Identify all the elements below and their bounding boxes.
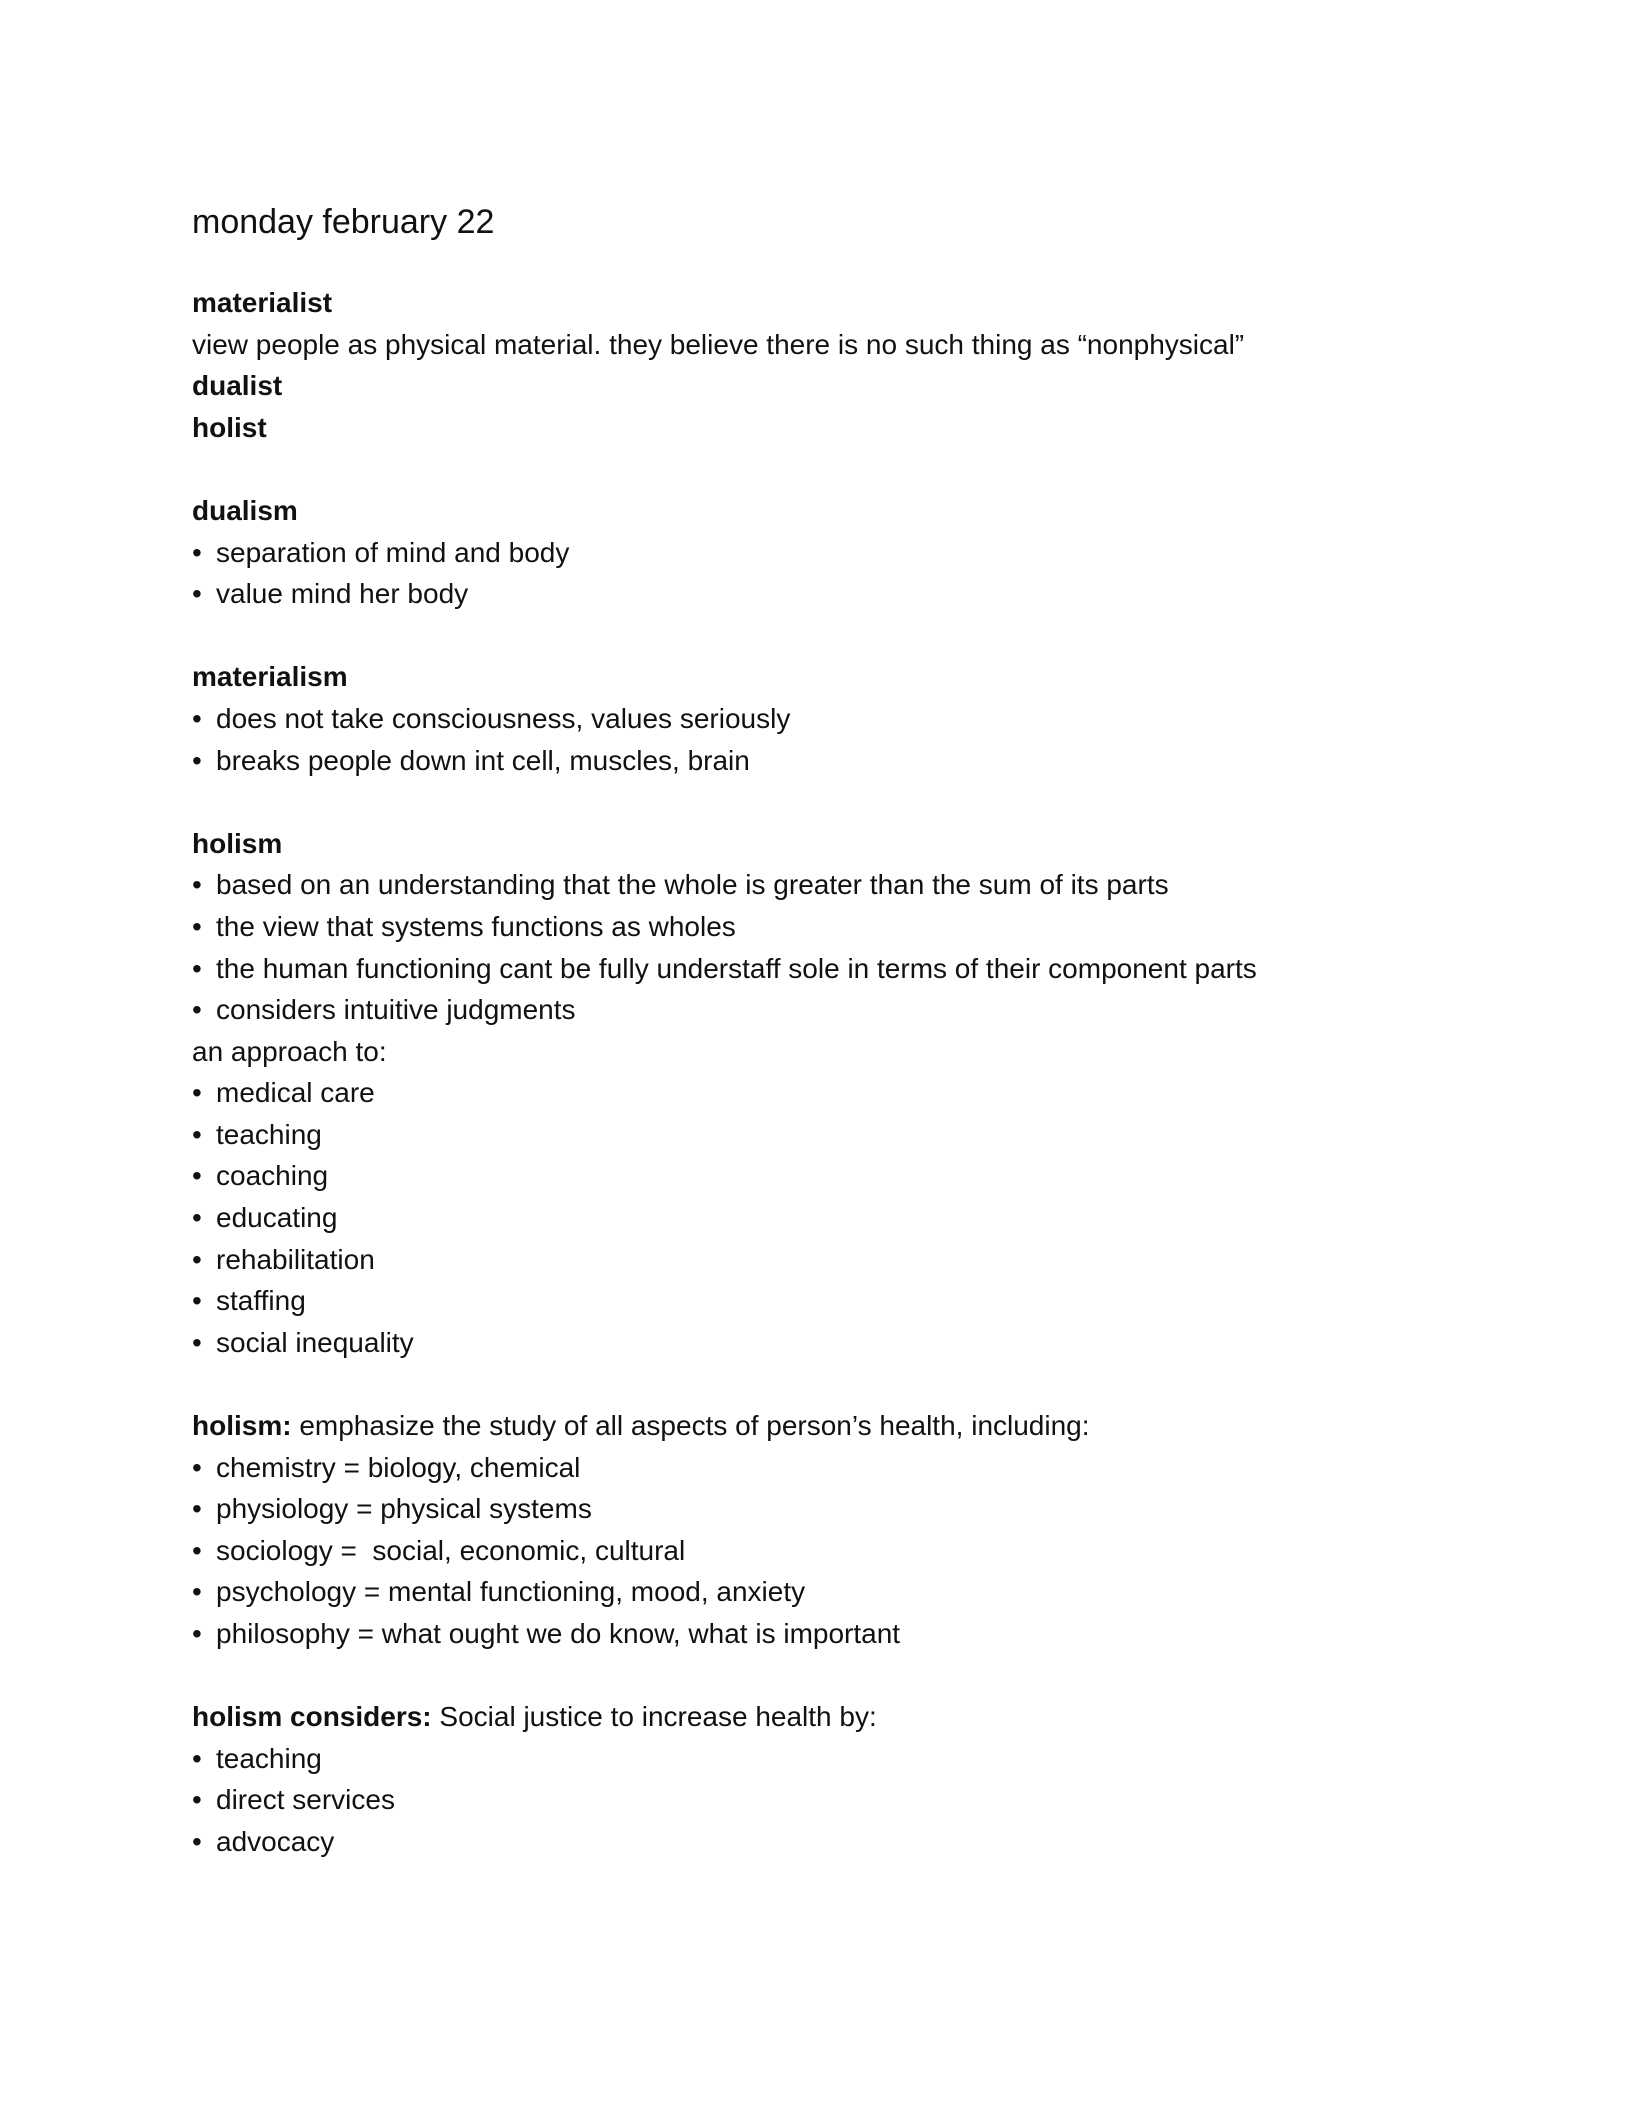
list-item bbox=[192, 989, 1452, 1031]
inline-heading-line bbox=[192, 1696, 1452, 1738]
list-item bbox=[192, 1280, 1452, 1322]
list-item-text: the view that systems functions as wholes bbox=[216, 910, 736, 942]
list-item-text: rehabilitation bbox=[216, 1243, 375, 1275]
list-item bbox=[192, 1239, 1452, 1281]
list-item bbox=[192, 1197, 1452, 1239]
section-gap bbox=[192, 448, 1452, 490]
bullet-icon: • bbox=[192, 869, 202, 901]
section-gap bbox=[192, 781, 1452, 823]
section-heading: holism bbox=[192, 827, 283, 859]
bullet-icon: • bbox=[192, 910, 202, 942]
section-heading: materialist bbox=[192, 287, 333, 318]
list-item bbox=[192, 1571, 1452, 1613]
list-item-text: based on an understanding that the whole is greater than the sum of its parts bbox=[216, 869, 1169, 901]
bullet-icon: • bbox=[192, 1742, 202, 1774]
list-item-text: philosophy = what ought we do know, what is important bbox=[216, 1618, 901, 1649]
list-item bbox=[192, 1155, 1452, 1197]
list-item-text: medical care bbox=[216, 1077, 375, 1109]
list-item bbox=[192, 1322, 1452, 1364]
list-item-text: sociology = social, economic, cultural bbox=[216, 1534, 686, 1566]
list-item-text: does not take consciousness, values seriously bbox=[216, 702, 791, 734]
bullet-icon: • bbox=[192, 1534, 202, 1566]
inline-heading: holism: bbox=[192, 1410, 292, 1442]
list-item bbox=[192, 1488, 1452, 1530]
list-item-text: coaching bbox=[216, 1160, 329, 1192]
list-item bbox=[192, 1447, 1452, 1489]
bullet-icon: • bbox=[192, 1451, 202, 1483]
section-gap bbox=[192, 1655, 1452, 1697]
list-item-text: social inequality bbox=[216, 1326, 414, 1358]
list-item-text: direct services bbox=[216, 1784, 395, 1816]
page-title: monday february 22 bbox=[192, 203, 495, 241]
list-item-text: chemistry = biology, chemical bbox=[216, 1451, 581, 1483]
bullet-icon: • bbox=[192, 1202, 202, 1234]
document-page bbox=[192, 200, 1452, 1863]
bullet-icon: • bbox=[192, 1160, 202, 1192]
bullet-icon: • bbox=[192, 578, 202, 610]
bullet-icon: • bbox=[192, 702, 202, 734]
list-item bbox=[192, 532, 1452, 574]
bullet-icon: • bbox=[192, 1077, 202, 1109]
list-item-text: considers intuitive judgments bbox=[216, 994, 576, 1026]
bullet-icon: • bbox=[192, 952, 202, 984]
list-item bbox=[192, 1613, 1452, 1655]
list-item bbox=[192, 864, 1452, 906]
list-item-text: breaks people down int cell, muscles, brain bbox=[216, 744, 750, 776]
inline-heading-line bbox=[192, 1405, 1452, 1447]
section-heading: dualist bbox=[192, 370, 283, 402]
inline-text: Social justice to increase health by: bbox=[431, 1701, 877, 1733]
list-item bbox=[192, 1779, 1452, 1821]
bullet-icon: • bbox=[192, 1493, 202, 1525]
list-item-text: physiology = physical systems bbox=[216, 1493, 592, 1525]
list-item-text: advocacy bbox=[216, 1825, 335, 1857]
list-item bbox=[192, 1114, 1452, 1156]
list-item-text: staffing bbox=[216, 1285, 306, 1317]
bullet-icon: • bbox=[192, 1618, 202, 1649]
bullet-icon: • bbox=[192, 1326, 202, 1358]
body-text: an approach to: bbox=[192, 1035, 387, 1067]
list-item bbox=[192, 698, 1452, 740]
section-heading: holist bbox=[192, 411, 267, 443]
bullet-icon: • bbox=[192, 1784, 202, 1816]
bullet-icon: • bbox=[192, 994, 202, 1026]
list-item bbox=[192, 1738, 1452, 1780]
inline-text: emphasize the study of all aspects of person’s health, including: bbox=[291, 1410, 1090, 1442]
list-item-text: teaching bbox=[216, 1742, 322, 1774]
section-gap bbox=[192, 615, 1452, 657]
section-gap bbox=[192, 1363, 1452, 1405]
list-item-text: the human functioning cant be fully understaff sole in terms of their component parts bbox=[216, 952, 1257, 984]
bullet-icon: • bbox=[192, 536, 202, 568]
list-item bbox=[192, 1072, 1452, 1114]
list-item bbox=[192, 1821, 1452, 1863]
list-item-text: psychology = mental functioning, mood, anxiety bbox=[216, 1576, 806, 1608]
section-heading: materialism bbox=[192, 661, 348, 693]
list-item-text: value mind her body bbox=[216, 578, 469, 610]
list-item bbox=[192, 906, 1452, 948]
list-item-text: educating bbox=[216, 1202, 338, 1234]
list-item bbox=[192, 740, 1452, 782]
list-item bbox=[192, 948, 1452, 990]
bullet-icon: • bbox=[192, 1576, 202, 1608]
bullet-icon: • bbox=[192, 1825, 202, 1857]
notes-content bbox=[192, 282, 1452, 1863]
section-heading: dualism bbox=[192, 494, 298, 526]
inline-heading: holism considers: bbox=[192, 1701, 432, 1733]
body-text: view people as physical material. they believe there is no such thing as “nonphysical” bbox=[192, 328, 1245, 360]
bullet-icon: • bbox=[192, 744, 202, 776]
list-item bbox=[192, 573, 1452, 615]
list-item bbox=[192, 1530, 1452, 1572]
bullet-icon: • bbox=[192, 1285, 202, 1317]
bullet-icon: • bbox=[192, 1243, 202, 1275]
list-item-text: separation of mind and body bbox=[216, 536, 570, 568]
list-item-text: teaching bbox=[216, 1118, 322, 1150]
bullet-icon: • bbox=[192, 1118, 202, 1150]
